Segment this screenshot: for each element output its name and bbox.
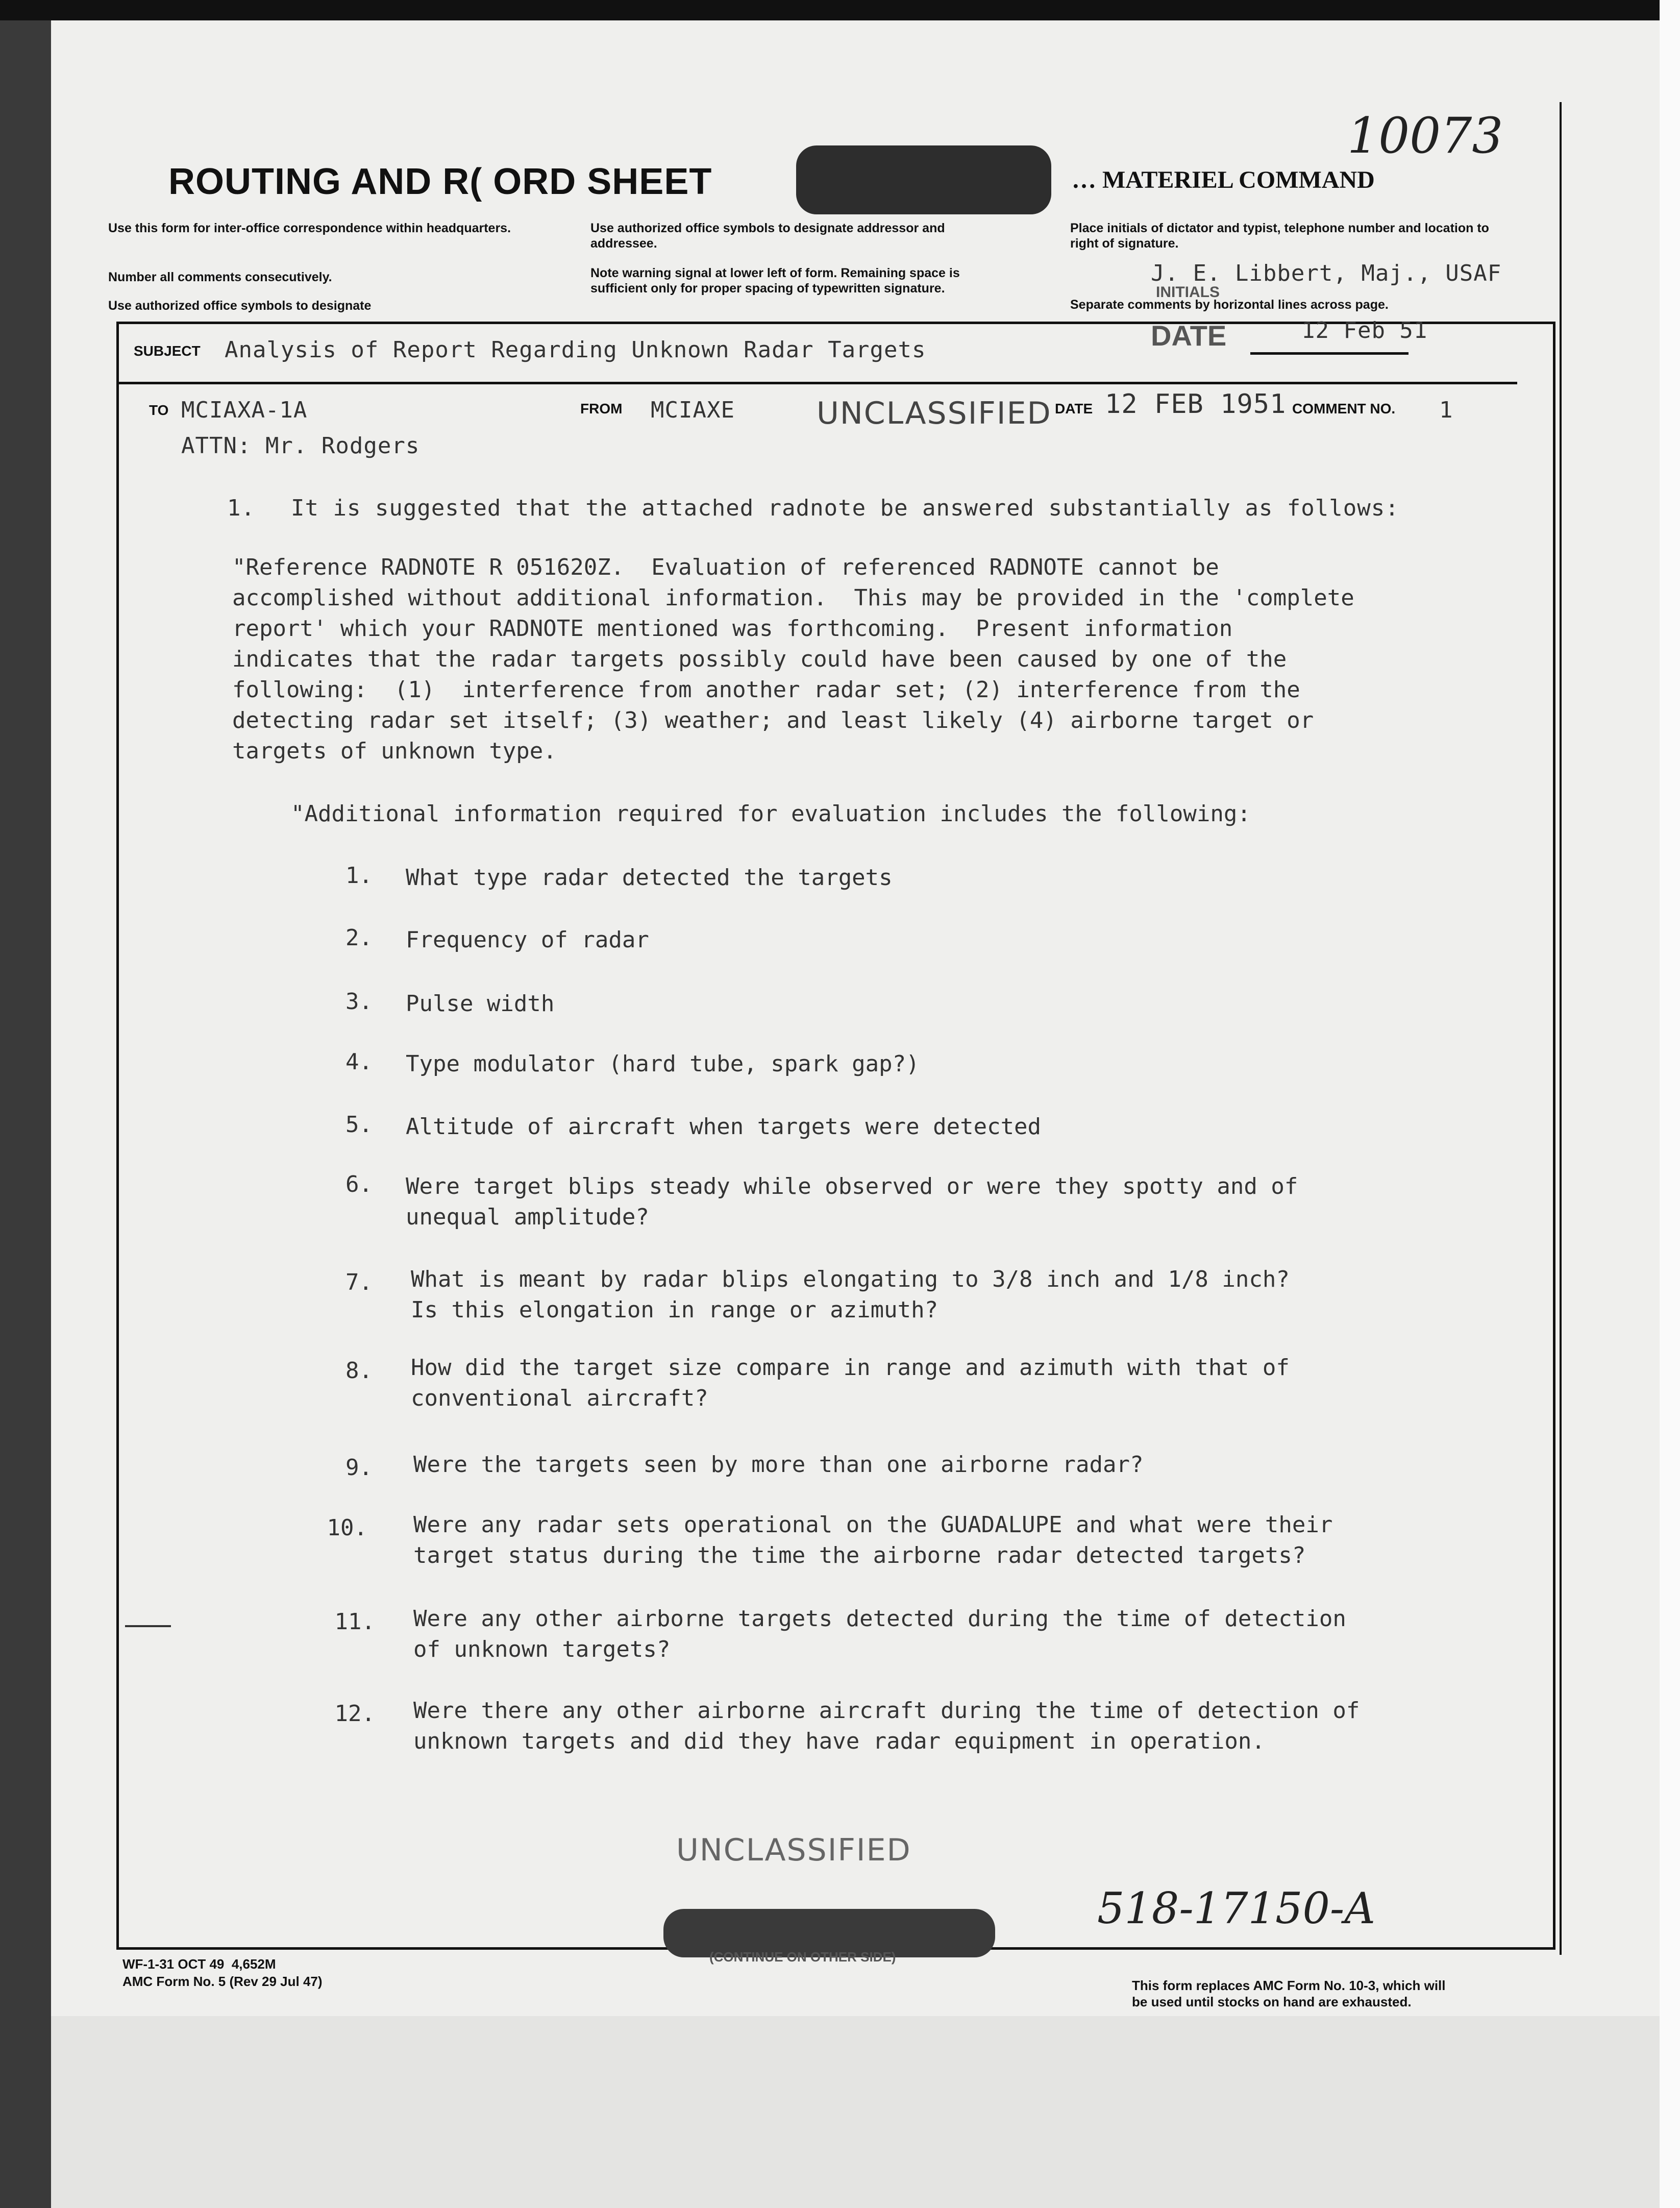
item-number: 3. bbox=[345, 989, 373, 1015]
bottom-classification-stamp: UNCLASSIFIED bbox=[676, 1832, 911, 1868]
initials-label: INITIALS bbox=[1156, 284, 1220, 301]
notice-col3-line2: Separate comments by horizontal lines across page. bbox=[1070, 298, 1389, 312]
sheet-bottom bbox=[51, 2016, 1660, 2208]
scan-edge bbox=[0, 0, 1680, 20]
item-number: 1. bbox=[345, 863, 373, 889]
item-text: How did the target size compare in range and azimuth with that of conventional aircraft? bbox=[411, 1355, 1290, 1411]
subject-label: SUBJECT bbox=[134, 343, 201, 359]
to-label: TO bbox=[149, 402, 169, 418]
comment-no-value: 1 bbox=[1439, 397, 1453, 423]
radnote-quote-line-2: accomplished without additional information. This may be provided in the 'complete bbox=[232, 585, 1354, 611]
item-text: Were any other airborne targets detected during the time of detection of unknown targets? bbox=[413, 1606, 1346, 1662]
margin-mark bbox=[125, 1625, 171, 1627]
item-text: What is meant by radar blips elongating to 3/8 inch and 1/8 inch? Is this elongation in range or azimuth? bbox=[411, 1266, 1290, 1323]
header-date-value: 12 Feb 51 bbox=[1301, 317, 1428, 344]
paragraph-1-text: It is suggested that the attached radnote be answered substantially as follows: bbox=[291, 495, 1399, 521]
radnote-quote-line-3: report' which your RADNOTE mentioned was forthcoming. Present information bbox=[232, 616, 1233, 642]
redaction-mark bbox=[796, 145, 1051, 214]
form-title: ROUTING AND R( ORD SHEET bbox=[168, 161, 712, 202]
handwritten-file-number: 518-17150-A bbox=[1097, 1883, 1375, 1933]
form-replacement-note: This form replaces AMC Form No. 10-3, which will be used until stocks on hand are exhausted. bbox=[1132, 1978, 1446, 2009]
attn-line: ATTN: Mr. Rodgers bbox=[181, 433, 420, 459]
handwritten-number: 10073 bbox=[1347, 107, 1503, 164]
item-number: 8. bbox=[345, 1358, 373, 1384]
notice-col1-line2: Number all comments consecutively. bbox=[108, 270, 332, 284]
radnote-quote-line-5: following: (1) interference from another radar set; (2) interference from the bbox=[232, 677, 1300, 703]
notice-col1-line3: Use authorized office symbols to designate bbox=[108, 299, 372, 313]
item-number: 6. bbox=[345, 1171, 373, 1197]
comment-no-label: COMMENT NO. bbox=[1292, 401, 1396, 416]
item-text: Were there any other airborne aircraft during the time of detection of unknown targets and did they have radar equipment in operation. bbox=[413, 1698, 1360, 1754]
radnote-quote-line-4: indicates that the radar targets possibly could have been caused by one of the bbox=[232, 646, 1287, 672]
command-title: … MATERIEL COMMAND bbox=[1072, 166, 1375, 193]
radnote-quote-line-7: targets of unknown type. bbox=[232, 738, 557, 764]
item-number: 9. bbox=[345, 1455, 373, 1481]
to-value: MCIAXA-1A bbox=[181, 397, 308, 423]
item-number: 2. bbox=[345, 925, 373, 951]
subject-text: Analysis of Report Regarding Unknown Radar Targets bbox=[225, 337, 926, 363]
from-label: FROM bbox=[580, 401, 623, 416]
classification-stamp: UNCLASSIFIED bbox=[817, 396, 1052, 431]
item-text: Altitude of aircraft when targets were detected bbox=[406, 1114, 1042, 1140]
item-number: 10. bbox=[327, 1515, 367, 1541]
item-text: Frequency of radar bbox=[406, 927, 649, 953]
continue-note: (CONTINUE ON OTHER SIDE) bbox=[709, 1949, 896, 1965]
form-name: AMC Form No. 5 (Rev 29 Jul 47) bbox=[122, 1974, 323, 1989]
subject-rule bbox=[116, 382, 1517, 384]
signature-typed: J. E. Libbert, Maj., USAF bbox=[1151, 260, 1502, 286]
notice-col2-line1: Use authorized office symbols to designate addressor and addressee. bbox=[590, 221, 945, 251]
date-stamp: 12 FEB 1951 bbox=[1105, 389, 1287, 420]
scan-margin bbox=[0, 0, 51, 2208]
item-number: 11. bbox=[334, 1609, 375, 1635]
paragraph-1-number: 1. bbox=[227, 495, 255, 521]
form-id: WF-1-31 OCT 49 4,652M bbox=[122, 1956, 276, 1972]
date-label: DATE bbox=[1055, 401, 1093, 416]
from-value: MCIAXE bbox=[651, 397, 735, 423]
item-text: Were the targets seen by more than one airborne radar? bbox=[413, 1452, 1144, 1478]
scan-edge-right bbox=[1660, 0, 1680, 2208]
date-underline bbox=[1250, 352, 1409, 355]
notice-col1-line1: Use this form for inter-office correspondence within headquarters. bbox=[108, 221, 511, 235]
item-text: Pulse width bbox=[406, 991, 555, 1017]
item-text: What type radar detected the targets bbox=[406, 865, 893, 891]
notice-col3-line1: Place initials of dictator and typist, telephone number and location to right of signature. bbox=[1070, 221, 1489, 251]
notice-col2-line2: Note warning signal at lower left of form. Remaining space is sufficient only for proper spacing of typewritten signature. bbox=[590, 266, 960, 296]
item-number: 12. bbox=[334, 1701, 375, 1727]
radnote-quote-line-6: detecting radar set itself; (3) weather; and least likely (4) airborne target or bbox=[232, 707, 1314, 733]
header-date-label: DATE bbox=[1151, 320, 1227, 352]
additional-info-intro: "Additional information required for evaluation includes the following: bbox=[291, 801, 1251, 827]
item-number: 7. bbox=[345, 1269, 373, 1295]
item-number: 4. bbox=[345, 1049, 373, 1075]
item-text: Were any radar sets operational on the GUADALUPE and what were their target status during the time the airborne radar detected targets? bbox=[413, 1512, 1333, 1568]
item-text: Type modulator (hard tube, spark gap?) bbox=[406, 1051, 920, 1077]
item-text: Were target blips steady while observed or were they spotty and of unequal amplitude? bbox=[406, 1173, 1298, 1230]
radnote-quote-line-1: "Reference RADNOTE R 051620Z. Evaluation of referenced RADNOTE cannot be bbox=[232, 554, 1219, 580]
item-number: 5. bbox=[345, 1112, 373, 1138]
